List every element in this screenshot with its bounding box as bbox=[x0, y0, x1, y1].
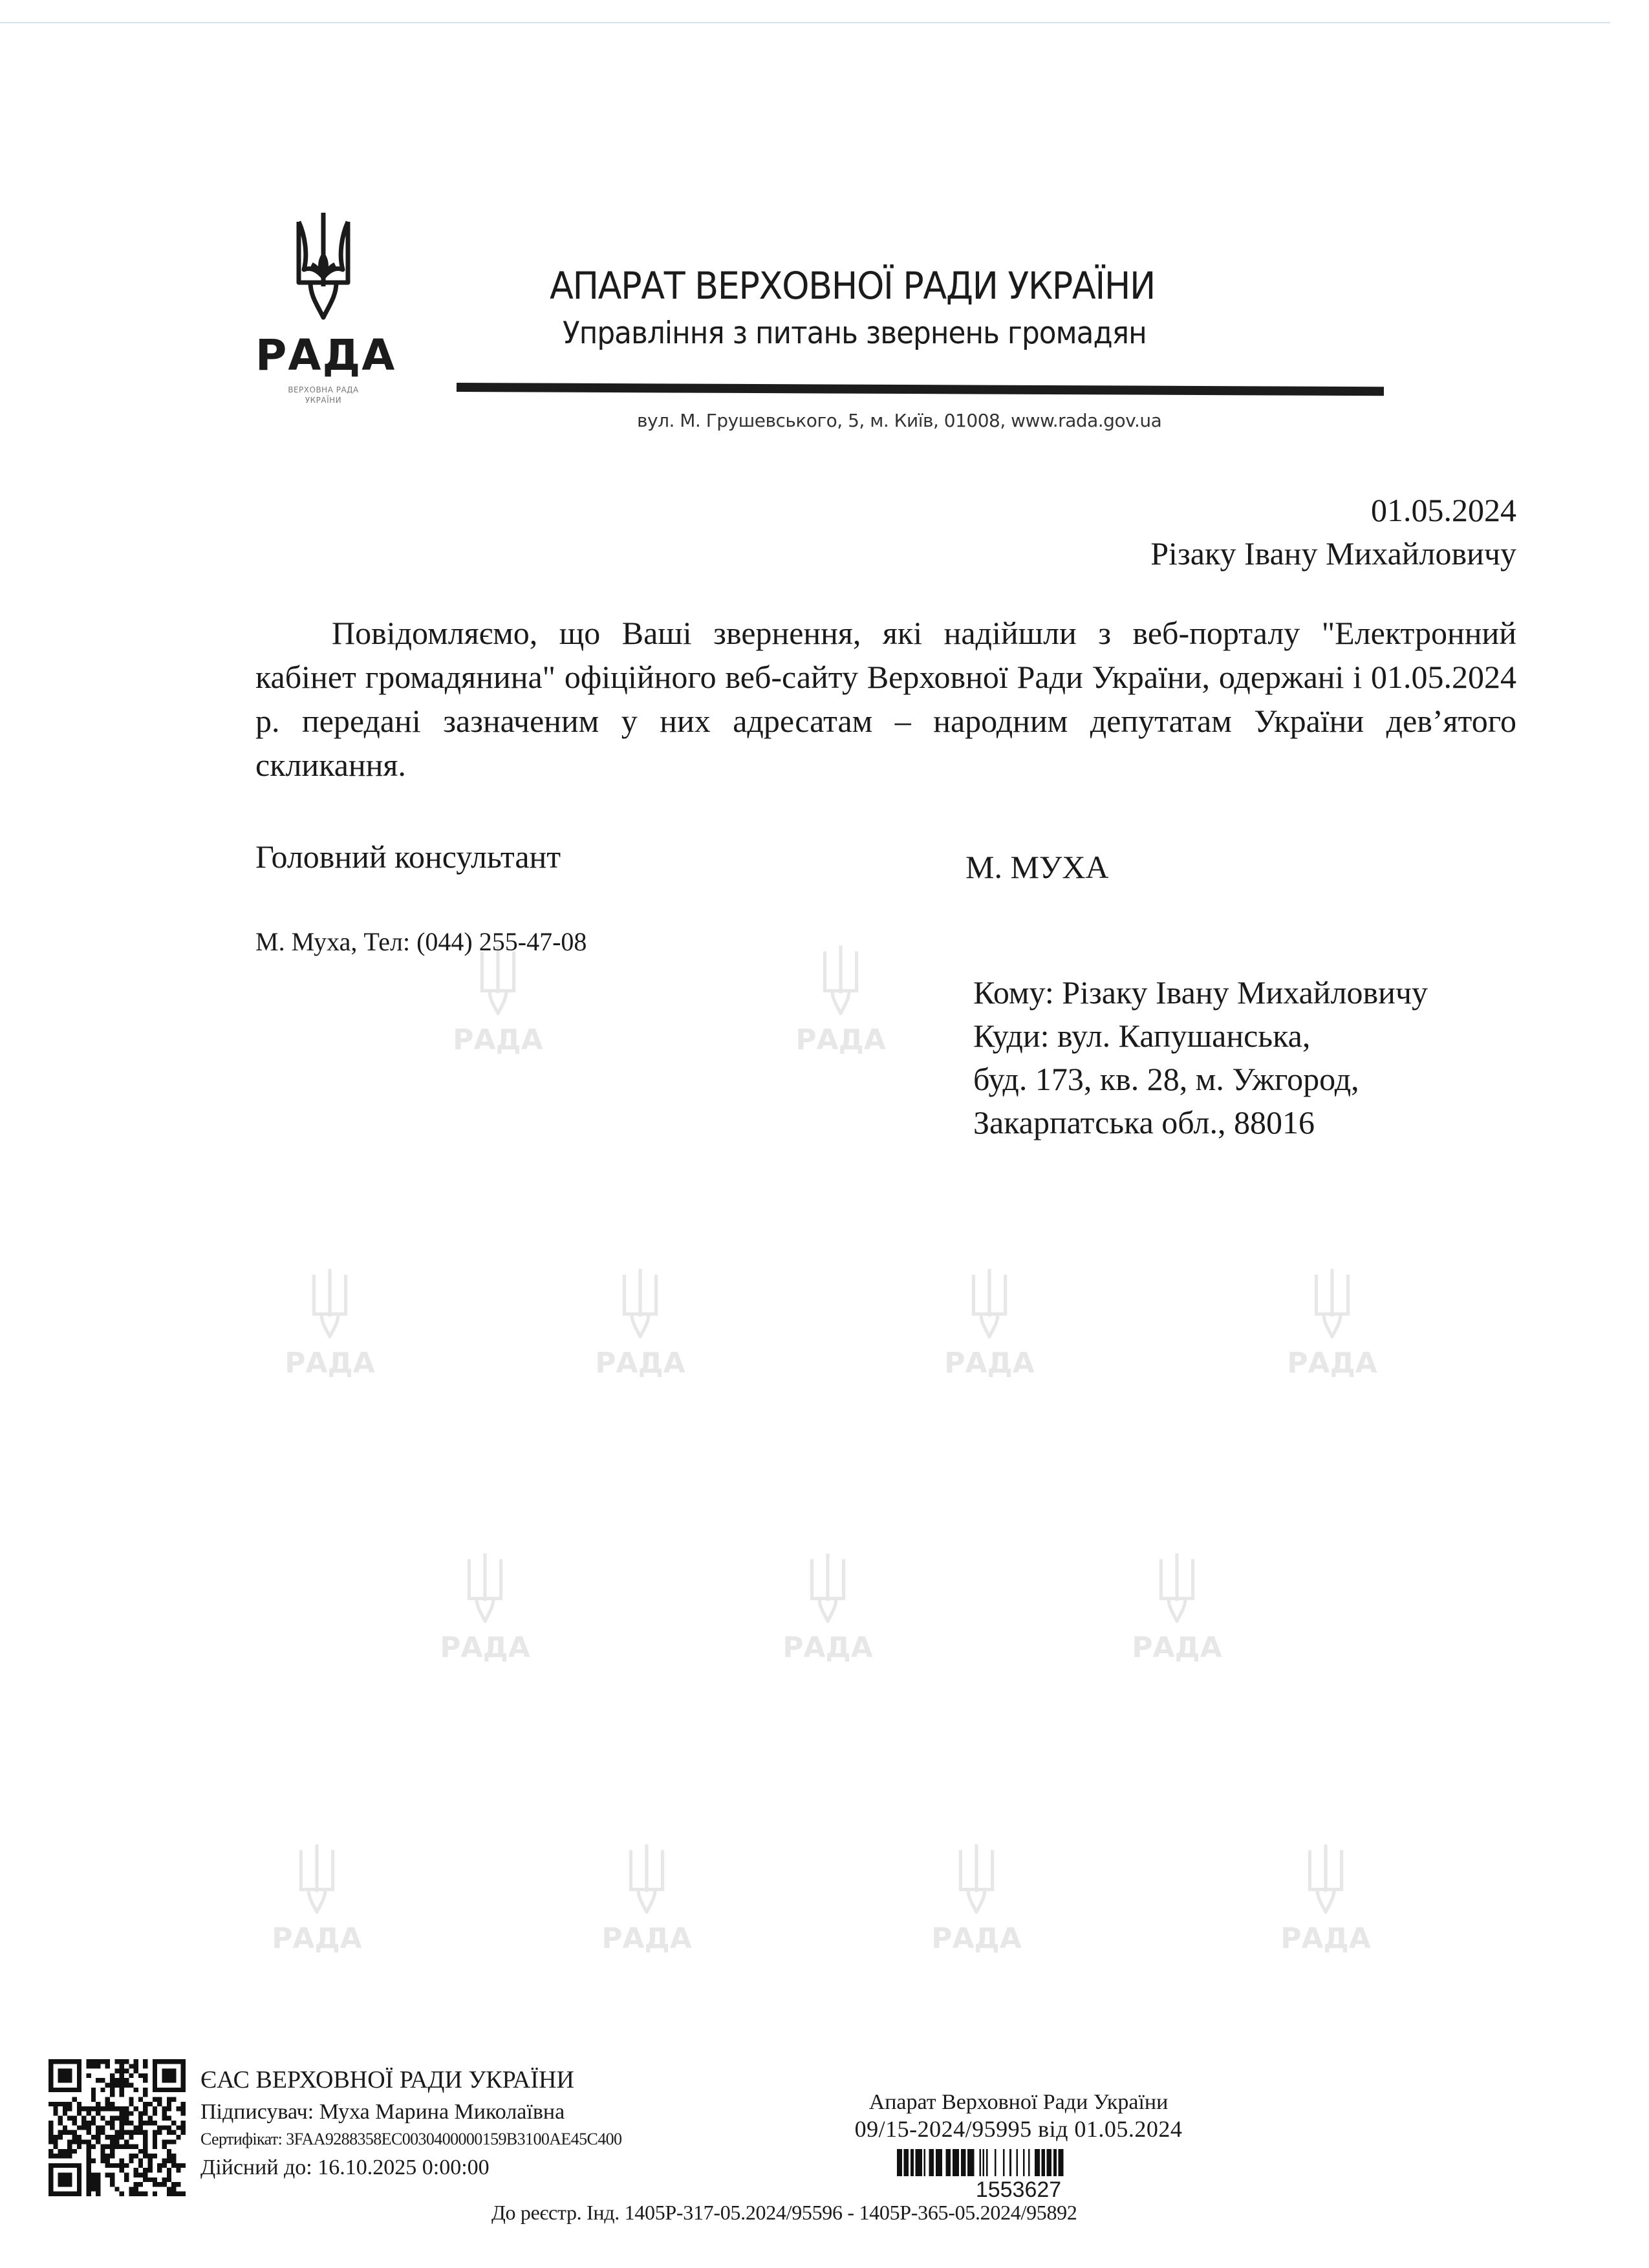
barcode-bar bbox=[1053, 2149, 1057, 2176]
scan-artifact-line bbox=[0, 22, 1610, 23]
watermark-word: РАДА bbox=[1280, 1922, 1371, 1955]
watermark-logo bbox=[1280, 1843, 1371, 1955]
watermark-logo bbox=[1132, 1552, 1222, 1664]
barcode-bar bbox=[979, 2149, 981, 2176]
barcode-bar bbox=[1042, 2149, 1045, 2176]
watermark-word: РАДА bbox=[782, 1631, 873, 1664]
watermark-word: РАДА bbox=[272, 1922, 362, 1955]
postal-address-block bbox=[973, 971, 1428, 1144]
watermark-logo bbox=[795, 944, 886, 1056]
logo-subtitle-line2: УКРАЇНИ bbox=[305, 396, 342, 405]
registry-index-note: До реєстр. Інд. 1405Р-317-05.2024/95596 - 1405Р-365-05.2024/95892 bbox=[491, 2201, 1077, 2224]
rada-logo bbox=[255, 210, 396, 405]
watermark-word: РАДА bbox=[1132, 1631, 1222, 1664]
watermark-word: РАДА bbox=[285, 1347, 375, 1380]
eds-system: ЄАС ВЕРХОВНОЇ РАДИ УКРАЇНИ bbox=[200, 2066, 574, 2093]
tryzub-icon bbox=[307, 1267, 352, 1338]
watermark-word: РАДА bbox=[440, 1631, 530, 1664]
letter-recipient: Різаку Івану Михайловичу bbox=[1150, 535, 1516, 572]
watermark-word: РАДА bbox=[1287, 1347, 1377, 1380]
tryzub-icon bbox=[818, 944, 863, 1015]
tryzub-icon bbox=[805, 1552, 850, 1623]
signatory-name: М. МУХА bbox=[965, 849, 1109, 885]
eds-certificate: Сертифікат: 3FAA9288358EC0030400000159B3100AE45C400 bbox=[200, 2130, 622, 2148]
barcode-bar bbox=[995, 2149, 997, 2176]
watermark-word: РАДА bbox=[595, 1347, 685, 1380]
eds-valid-until: Дійсний до: 16.10.2025 0:00:00 bbox=[200, 2156, 490, 2179]
barcode-bar bbox=[1017, 2149, 1018, 2176]
barcode-bar bbox=[945, 2149, 951, 2176]
watermark-word: РАДА bbox=[601, 1922, 692, 1955]
barcode-bar bbox=[1046, 2149, 1051, 2176]
watermark-word: РАДА bbox=[931, 1922, 1022, 1955]
watermark-word: РАДА bbox=[944, 1347, 1035, 1380]
watermark-word: РАДА bbox=[795, 1023, 886, 1056]
signatory-title: Головний консультант bbox=[255, 839, 561, 875]
letter-body: Повідомляємо, що Ваші звернення, які надійшли з веб-порталу "Електронний кабінет громадянина" офіційного веб-сайту Верховної Ради України, одержані і 01.05.2024 р. передані зазначеним у них адресатам – народним депутатам України дев’ятого скликання. bbox=[255, 615, 1516, 783]
eds-signer: Підписувач: Муха Марина Миколаївна bbox=[200, 2100, 565, 2124]
watermark-logo bbox=[285, 1267, 375, 1380]
barcode-bar bbox=[1009, 2149, 1011, 2176]
watermark-logo bbox=[453, 944, 543, 1056]
department-subtitle: Управління з питань звернень громадян bbox=[563, 316, 1147, 351]
organization-title: АПАРАТ ВЕРХОВНОЇ РАДИ УКРАЇНИ bbox=[550, 264, 1156, 308]
watermark-logo bbox=[440, 1552, 530, 1664]
barcode-bar bbox=[911, 2149, 914, 2176]
tryzub-icon bbox=[475, 944, 521, 1015]
barcode-bar bbox=[1003, 2149, 1005, 2176]
barcode-bar bbox=[961, 2149, 966, 2176]
barcode-bar bbox=[903, 2149, 909, 2176]
tryzub-icon bbox=[291, 210, 356, 320]
logo-wordmark: РАДА bbox=[255, 330, 396, 380]
watermark-logo bbox=[782, 1552, 873, 1664]
barcode-bar bbox=[1023, 2149, 1025, 2176]
watermark-logo bbox=[944, 1267, 1035, 1380]
barcode-bar bbox=[953, 2149, 959, 2176]
watermark-logo bbox=[595, 1267, 685, 1380]
organization-address: вул. М. Грушевського, 5, м. Київ, 01008, www.rada.gov.ua bbox=[637, 410, 1162, 431]
letter-date: 01.05.2024 bbox=[1371, 492, 1516, 528]
barcode-bar bbox=[983, 2149, 985, 2176]
tryzub-icon bbox=[1303, 1843, 1348, 1914]
tryzub-icon bbox=[967, 1267, 1012, 1338]
barcode-number: 1553627 bbox=[975, 2177, 1062, 2202]
barcode-bar bbox=[967, 2149, 974, 2176]
tryzub-icon bbox=[618, 1267, 663, 1338]
barcode-bar bbox=[897, 2149, 902, 2176]
tryzub-icon bbox=[462, 1552, 508, 1623]
contact-info: М. Муха, Тел: (044) 255-47-08 bbox=[255, 927, 587, 956]
watermark-logo bbox=[601, 1843, 692, 1955]
logo-subtitle-line1: ВЕРХОВНА РАДА bbox=[288, 385, 359, 394]
address-region: Закарпатська обл., 88016 bbox=[973, 1104, 1315, 1140]
barcode-bar bbox=[924, 2149, 926, 2176]
watermark-logo bbox=[272, 1843, 362, 1955]
registration-organization: Апарат Верховної Ради України bbox=[868, 2090, 1169, 2114]
barcode-bar bbox=[1035, 2149, 1040, 2176]
address-street: буд. 173, кв. 28, м. Ужгород, bbox=[973, 1061, 1359, 1097]
watermark-word: РАДА bbox=[453, 1023, 543, 1056]
registration-number: 09/15-2024/95995 від 01.05.2024 bbox=[854, 2116, 1183, 2142]
barcode-bar bbox=[986, 2149, 988, 2176]
watermark-logo bbox=[1287, 1267, 1377, 1380]
tryzub-icon bbox=[954, 1843, 999, 1914]
address-where: Куди: вул. Капушанська, bbox=[973, 1018, 1311, 1054]
barcode-icon bbox=[896, 2149, 1141, 2176]
registration-stamp bbox=[844, 2090, 1193, 2202]
barcode-bar bbox=[929, 2149, 934, 2176]
barcode-bar bbox=[936, 2149, 942, 2176]
qr-code-icon bbox=[48, 2059, 186, 2196]
tryzub-icon bbox=[1310, 1267, 1355, 1338]
barcode-bar bbox=[1028, 2149, 1030, 2176]
electronic-signature-block bbox=[200, 2068, 621, 2179]
tryzub-icon bbox=[1154, 1552, 1200, 1623]
tryzub-icon bbox=[624, 1843, 669, 1914]
address-to: Кому: Різаку Івану Михайловичу bbox=[973, 974, 1428, 1011]
watermark-logo bbox=[931, 1843, 1022, 1955]
barcode-bar bbox=[916, 2149, 922, 2176]
tryzub-icon bbox=[294, 1843, 339, 1914]
header-divider bbox=[457, 383, 1384, 396]
barcode-bar bbox=[1059, 2149, 1064, 2176]
